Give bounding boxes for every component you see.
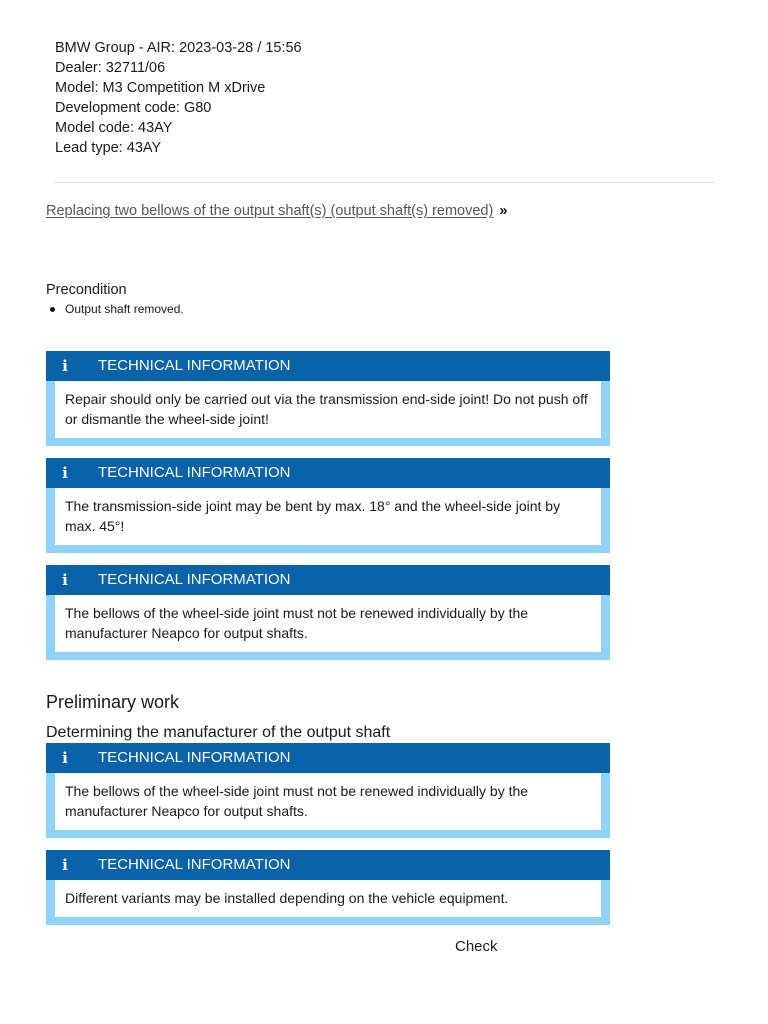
info-icon: i bbox=[62, 749, 68, 767]
technical-info-box bbox=[46, 850, 610, 925]
list-item: Output shaft removed. bbox=[46, 300, 184, 318]
info-icon: i bbox=[62, 357, 68, 375]
technical-info-box bbox=[46, 565, 610, 660]
breadcrumb bbox=[46, 201, 507, 221]
section-heading-preliminary-work: Preliminary work bbox=[46, 692, 180, 712]
technical-info-box bbox=[46, 743, 610, 838]
subheading-determining-manufacturer: Determining the manufacturer of the output shaft bbox=[46, 724, 391, 741]
technical-info-title: TECHNICAL INFORMATION bbox=[98, 464, 291, 481]
technical-info-text: The transmission-side joint may be bent by max. 18° and the wheel-side joint by max. 45°! bbox=[55, 488, 601, 545]
technical-info-title: TECHNICAL INFORMATION bbox=[98, 571, 291, 588]
precondition-list bbox=[46, 300, 184, 318]
technical-info-header bbox=[46, 565, 610, 595]
technical-info-text: Different variants may be installed depending on the vehicle equipment. bbox=[55, 880, 601, 917]
technical-info-text: Repair should only be carried out via the transmission end-side joint! Do not push off or dismantle the wheel-side joint! bbox=[55, 381, 601, 438]
document-header bbox=[55, 38, 302, 158]
header-divider bbox=[55, 182, 714, 183]
header-development-code: Development code: G80 bbox=[55, 100, 212, 116]
technical-info-header bbox=[46, 458, 610, 488]
technical-info-header bbox=[46, 351, 610, 381]
info-icon: i bbox=[62, 571, 68, 589]
info-icon: i bbox=[62, 856, 68, 874]
technical-info-text: The bellows of the wheel-side joint must not be renewed individually by the manufacturer Neapco for output shafts. bbox=[55, 595, 601, 652]
technical-info-header bbox=[46, 850, 610, 880]
technical-info-title: TECHNICAL INFORMATION bbox=[98, 357, 291, 374]
technical-info-box bbox=[46, 458, 610, 553]
technical-info-text: The bellows of the wheel-side joint must not be renewed individually by the manufacturer Neapco for output shafts. bbox=[55, 773, 601, 830]
header-air-line: BMW Group - AIR: 2023-03-28 / 15:56 bbox=[55, 40, 302, 56]
header-model: Model: M3 Competition M xDrive bbox=[55, 80, 266, 96]
header-model-code: Model code: 43AY bbox=[55, 120, 173, 136]
technical-info-header bbox=[46, 743, 610, 773]
header-dealer: Dealer: 32711/06 bbox=[55, 60, 166, 76]
breadcrumb-arrow-icon: » bbox=[499, 203, 508, 219]
technical-info-title: TECHNICAL INFORMATION bbox=[98, 856, 291, 873]
technical-info-title: TECHNICAL INFORMATION bbox=[98, 749, 291, 766]
precondition-title: Precondition bbox=[46, 282, 127, 298]
header-lead-type: Lead type: 43AY bbox=[55, 140, 162, 156]
breadcrumb-link[interactable]: Replacing two bellows of the output shaft(s) (output shaft(s) removed) bbox=[46, 203, 494, 219]
info-icon: i bbox=[62, 464, 68, 482]
check-label: Check bbox=[455, 938, 498, 955]
technical-info-box bbox=[46, 351, 610, 446]
